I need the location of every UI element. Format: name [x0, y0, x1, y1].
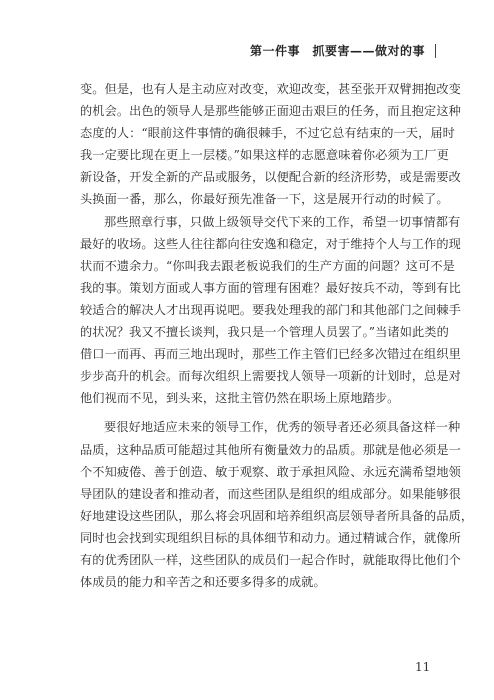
text-line: 导团队的建设者和推动者，而这些团队是组织的组成部分。如果能够很 [80, 486, 461, 501]
paragraph-3 [80, 416, 474, 593]
text-line: 他们视而不见，到头来，这批主管仍然在职场上原地踏步。 [80, 391, 400, 406]
text-line: 状而不遗余力。“你叫我去跟老板说我们的生产方面的问题？这可不是 [80, 258, 455, 273]
text-line: 态度的人：“眼前这件事情的确很棘手，不过它总有结束的一天，届时 [80, 126, 455, 141]
text-line: 我的事。策划方面或人事方面的管理有困难？最好按兵不动，等到有比 [80, 280, 461, 295]
text-line: 的状况？我又不擅长谈判，我只是一个管理人员罢了。”当诸如此类的 [80, 325, 449, 340]
paragraph-1 [80, 78, 461, 211]
running-head: 第一件事 抓要害——做对的事 [250, 44, 436, 58]
paragraph-2 [80, 211, 461, 410]
body-text [80, 78, 474, 593]
text-line: 我一定要比现在更上一层楼。”如果这样的志愿意味着你必须为工厂更 [80, 148, 449, 163]
text-line: 变。但是，也有人是主动应对改变，欢迎改变，甚至张开双臂拥抱改变 [80, 82, 461, 96]
text-line: 好地建设这些团队，那么将会巩固和培养组织高层领导者所具备的品质， [80, 508, 474, 523]
text-line: 借口一而再、再而三地出现时，那些工作主管们已经多次错过在组织里 [80, 347, 461, 362]
text-line: 个不知疲倦、善于创造、敏于观察、敢于承担风险、永远充满希望地领 [80, 464, 461, 479]
text-line: 同时也会找到实现组织目标的具体细节和动力。通过精诚合作，就像所 [80, 530, 461, 545]
text-line: 体成员的能力和辛苦之和还要多得多的成就。 [80, 575, 326, 590]
text-line: 较适合的解决人才出现再说吧。要我处理我的部门和其他部门之间棘手 [80, 302, 461, 317]
text-line: 最好的收场。这些人往往都向往安逸和稳定，对于维持个人与工作的现 [80, 236, 461, 251]
text-line: 的机会。出色的领导人是那些能够正面迎击艰巨的任务，而且抱定这种 [80, 104, 461, 119]
text-line: 那些照章行事，只做上级领导交代下来的工作，希望一切事情都有 [104, 214, 461, 229]
text-line: 新设备，开发全新的产品或服务，以便配合新的经济形势，或是需要改 [80, 170, 461, 185]
page-number: 11 [415, 660, 431, 674]
text-line: 有的优秀团队一样，这些团队的成员们一起合作时，就能取得比他们个 [80, 552, 461, 567]
text-line: 要很好地适应未来的领导工作，优秀的领导者还必须具备这样一种 [104, 420, 461, 435]
text-line: 品质，这种品质可能超过其他所有衡量效力的品质。那就是他必须是一 [80, 442, 461, 457]
text-line: 步步高升的机会。而每次组织上需要找人领导一项新的计划时，总是对 [80, 369, 461, 384]
text-line: 头换面一番，那么，你最好预先准备一下，这是展开行动的时候了。 [80, 192, 449, 207]
